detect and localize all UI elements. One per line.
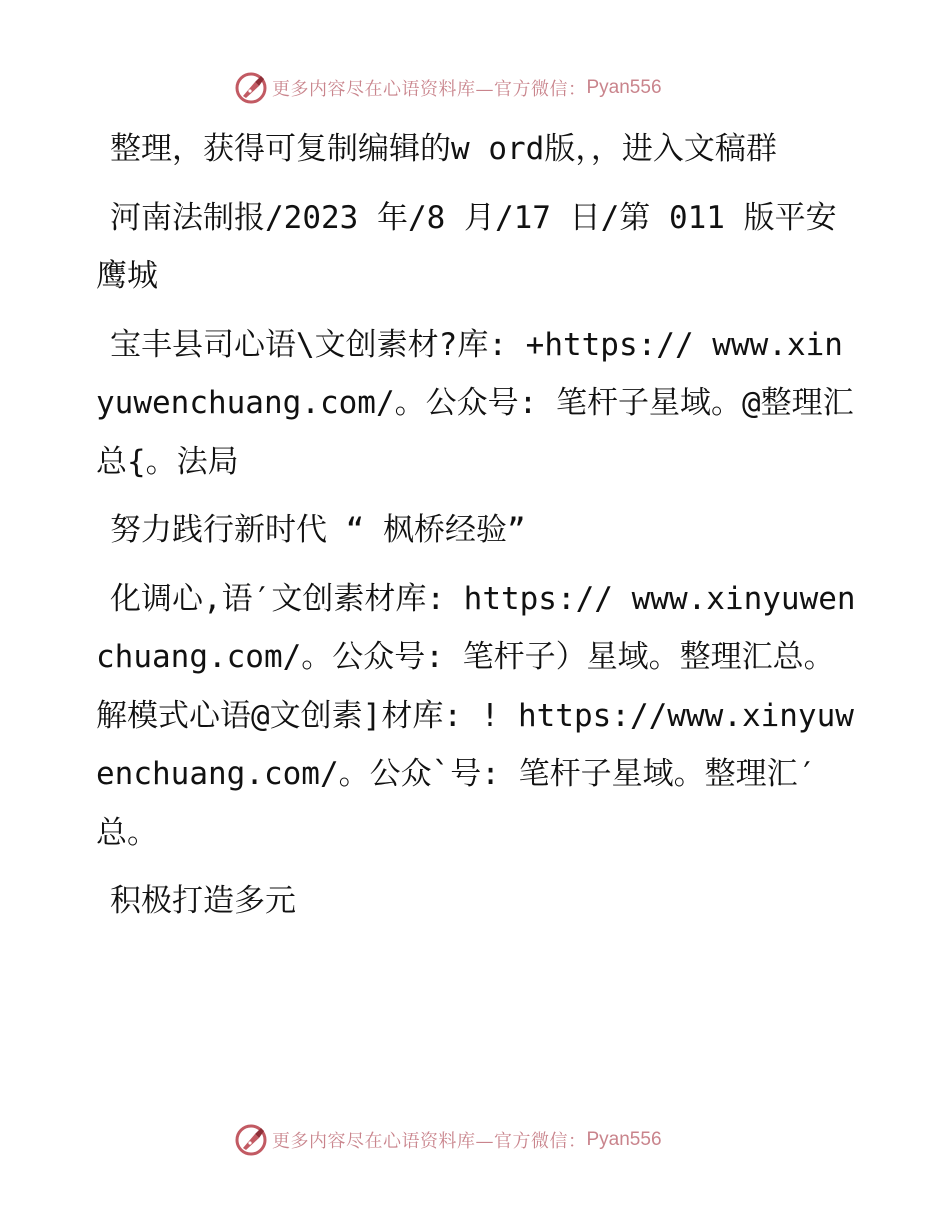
document-body [96, 120, 856, 931]
watermark-text: 更多内容尽在心语资料库—官方微信： [272, 79, 587, 100]
watermark-text: 更多内容尽在心语资料库—官方微信： [272, 1131, 587, 1152]
pen-nib-logo-icon [234, 1123, 268, 1157]
paragraph: 宝丰县司心语\文创素材?库: +https:// www.xinyuwenchuang.com/。公众号: 笔杆子星域。@整理汇总{。法局 [96, 326, 854, 480]
watermark-handle: Pyan556 [586, 77, 662, 98]
pen-nib-logo-icon [234, 71, 268, 105]
header-watermark [234, 70, 754, 106]
footer-watermark [234, 1122, 754, 1158]
paragraph: 化调心,语′文创素材库: https:// www.xinyuwenchuang.com/。公众号: 笔杆子）星域。整理汇总。解模式心语@文创素]材库: ! https://www.xinyuwenchuang.com/。公众`号: 笔杆子星域。整理汇′总。 [96, 580, 856, 851]
paragraph: 努力践行新时代 “ 枫桥经验” [110, 512, 526, 548]
paragraph: 整理，获得可复制编辑的w ord版，，进入文稿群 [110, 131, 777, 167]
paragraph: 积极打造多元 [110, 883, 296, 919]
paragraph: 河南法制报/2023 年/8 月/17 日/第 011 版平安鹰城 [96, 199, 837, 294]
watermark-handle: Pyan556 [586, 1129, 662, 1150]
